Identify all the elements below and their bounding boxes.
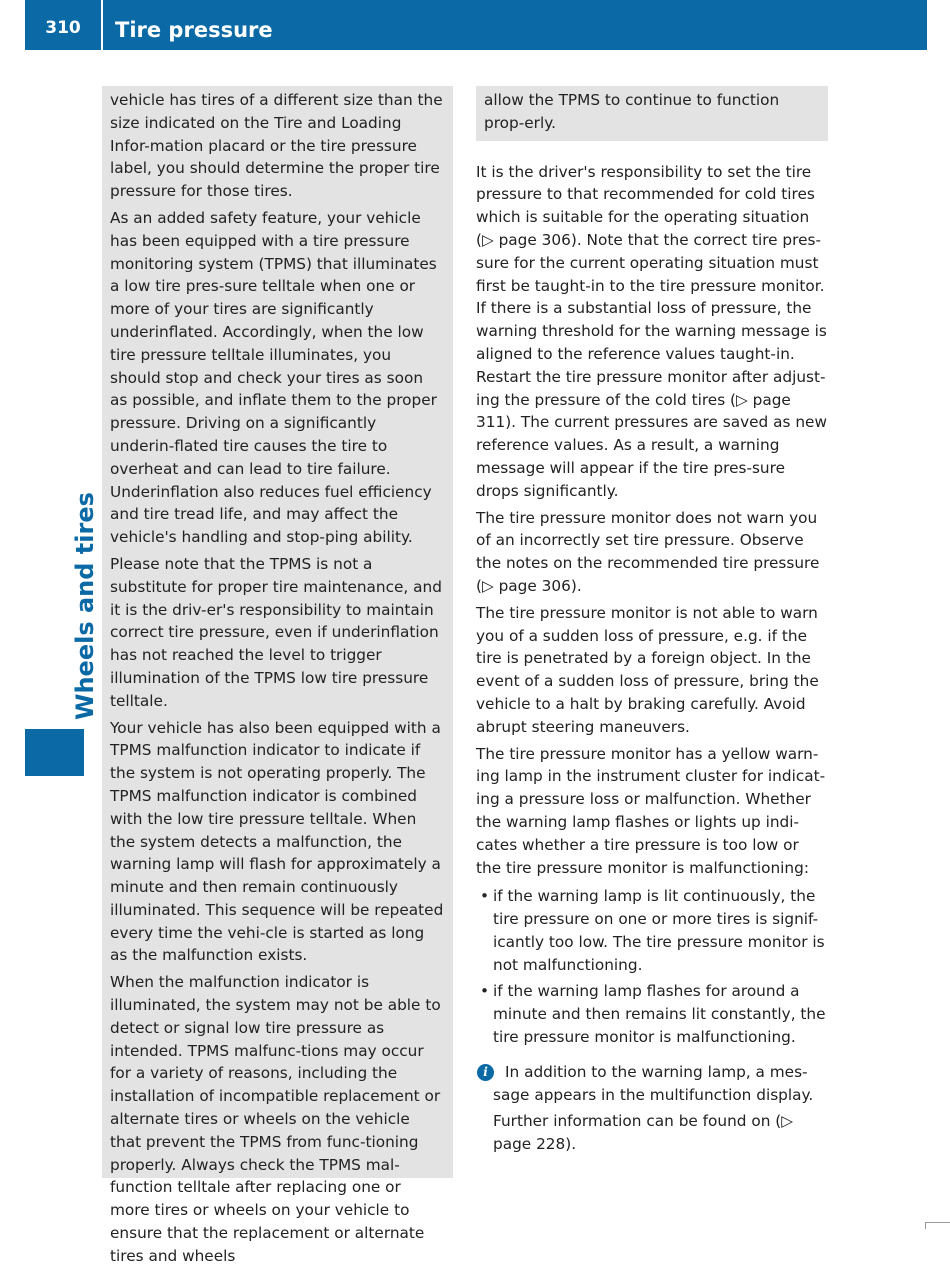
paragraph: Please note that the TPMS is not a substitute for proper tire maintenance, and it is the driv-er's responsibility to maintain correct tire pressure, even if underinflation has not reached the level to trigger illumination of the TPMS low tire pressure telltale. — [110, 554, 442, 710]
section-side-label: Wheels and tires — [71, 492, 99, 720]
paragraph: vehicle has tires of a different size than the size indicated on the Tire and Loading Infor-mation placard or the tire pressure label, you should determine the proper tire pressure for those tires. — [110, 91, 443, 201]
right-column — [476, 86, 828, 1160]
paragraph: When the malfunction indicator is illuminated, the system may not be able to detect or signal low tire pressure as intended. TPMS malfunc-tions may occur for a variety of reasons, including the installation of incompatible replacement or alternate tires or wheels on the vehicle that prevent the TPMS from func-tioning properly. Always check the TPMS mal-function telltale after replacing one or more tires or wheels on your vehicle to ensure that the replacement or alternate tires and wheels — [110, 973, 441, 1265]
info-note-text: Further information can be found on (▷ page 228). — [493, 1112, 794, 1154]
gray-box-continuation — [476, 86, 828, 141]
list-item: • if the warning lamp flashes for around a minute and then remains lit constantly, the tire pressure monitor is malfunctioning. — [476, 980, 828, 1048]
paragraph: The tire pressure monitor is not able to warn you of a sudden loss of pressure, e.g. if the tire is penetrated by a foreign object. In the event of a sudden loss of pressure, bring the vehicle to a halt by braking carefully. Avoid abrupt steering maneuvers. — [476, 603, 819, 736]
page-header — [25, 0, 927, 50]
info-note-text: In addition to the warning lamp, a mes-sage appears in the multifunction display. — [493, 1062, 814, 1104]
list-item: • if the warning lamp is lit continuously, the tire pressure on one or more tires is signif-icantly too low. The tire pressure monitor is not malfunctioning. — [476, 885, 828, 976]
info-note — [476, 1061, 828, 1156]
section-tab-marker — [25, 729, 84, 776]
page-number: 310 — [45, 18, 81, 38]
left-column-gray-box — [102, 86, 453, 1265]
page-title: Tire pressure — [115, 18, 273, 42]
paragraph: The tire pressure monitor has a yellow warn-ing lamp in the instrument cluster for indicat-ing a pressure loss or malfunction. Whether the warning lamp flashes or lights up indi-cates whether a tire pressure is too low or the tire pressure monitor is malfunctioning: — [476, 744, 826, 877]
paragraph: It is the driver's responsibility to set the tire pressure to that recommended for cold tires which is suitable for the operating situation (▷ page 306). Note that the correct tire pres-sure for the current operating situation must first be taught-in to the tire pressure monitor. If there is a substantial loss of pressure, the warning threshold for the warning message is aligned to the reference values taught-in. Restart the tire pressure monitor after adjust-ing the pressure of the cold tires (▷ page 311). The current pressures are saved as new reference values. As a result, a warning message will appear if the tire pres-sure drops significantly. — [476, 162, 827, 500]
paragraph: The tire pressure monitor does not warn you of an incorrectly set tire pressure. Observe the notes on the recommended tire pressure (▷ page 306). — [476, 508, 820, 595]
info-icon: i — [477, 1064, 494, 1081]
header-divider — [101, 0, 103, 50]
paragraph: allow the TPMS to continue to function prop-erly. — [484, 91, 780, 132]
paragraph: Your vehicle has also been equipped with a TPMS malfunction indicator to indicate if the system is not operating properly. The TPMS malfunction indicator is combined with the low tire pressure telltale. When the system detects a malfunction, the warning lamp will flash for approximately a minute and then remain continuously illuminated. This sequence will be repeated every time the vehi-cle is started as long as the malfunction exists. — [110, 718, 444, 965]
bullet-list — [476, 885, 828, 1049]
crop-mark — [925, 1222, 950, 1229]
paragraph: As an added safety feature, your vehicle has been equipped with a tire pressure monitoring system (TPMS) that illuminates a low tire pres-sure telltale when one or more of your tires are significantly underinflated. Accordingly, when the low tire pressure telltale illuminates, you should stop and check your tires as soon as possible, and inflate them to the proper pressure. Driving on a significantly underin-flated tire causes the tire to overheat and can lead to tire failure. Underinflation also reduces fuel efficiency and tire tread life, and may affect the vehicle's handling and stop-ping ability. — [110, 208, 437, 547]
